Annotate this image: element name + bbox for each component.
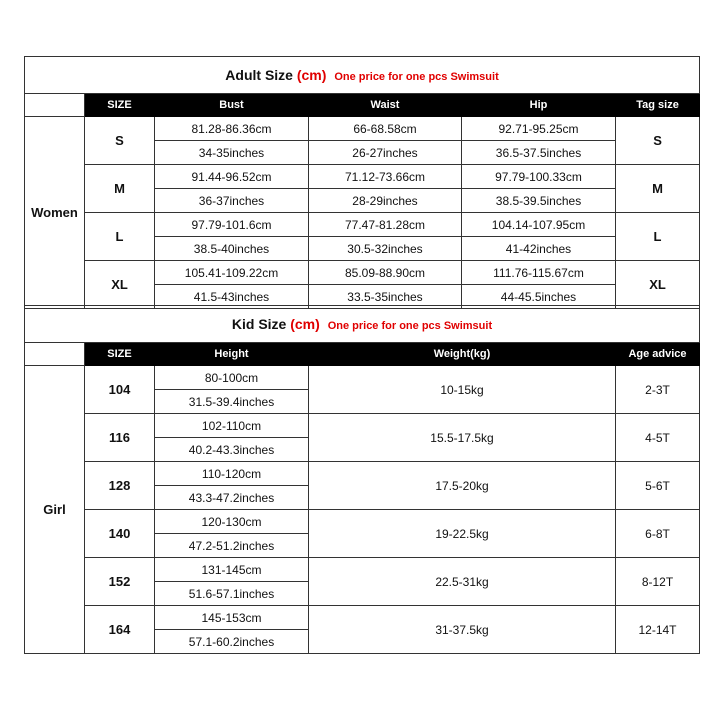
adult-size-cell: M <box>85 165 155 213</box>
kid-size-cell: 104 <box>85 366 155 414</box>
adult-tag-cell: M <box>616 165 700 213</box>
kid-title <box>25 306 700 343</box>
adult-inch-value: 36.5-37.5inches <box>462 141 616 165</box>
adult-inch-value: 28-29inches <box>309 189 462 213</box>
adult-tag-cell: XL <box>616 261 700 309</box>
kid-age: 12-14T <box>616 606 700 654</box>
adult-row-cm <box>25 261 700 285</box>
adult-cm-value: 66-68.58cm <box>309 117 462 141</box>
kid-title-unit: (cm) <box>290 316 320 332</box>
adult-inch-value: 41-42inches <box>462 237 616 261</box>
kid-header-row <box>25 343 700 366</box>
adult-inch-value: 38.5-40inches <box>155 237 309 261</box>
adult-header-tag: Tag size <box>616 94 700 117</box>
adult-header-blank <box>25 94 85 117</box>
adult-header-size: SIZE <box>85 94 155 117</box>
kid-age: 6-8T <box>616 510 700 558</box>
adult-inch-value: 41.5-43inches <box>155 285 309 309</box>
kid-title-main: Kid Size <box>231 316 287 332</box>
adult-row-cm <box>25 213 700 237</box>
adult-size-table <box>24 56 700 309</box>
adult-cm-value: 104.14-107.95cm <box>462 213 616 237</box>
adult-group-label: Women <box>25 117 85 309</box>
adult-inch-value: 44-45.5inches <box>462 285 616 309</box>
kid-table-body <box>25 366 700 654</box>
kid-size-cell: 164 <box>85 606 155 654</box>
adult-cm-value: 111.76-115.67cm <box>462 261 616 285</box>
kid-weight: 17.5-20kg <box>309 462 616 510</box>
adult-inch-value: 30.5-32inches <box>309 237 462 261</box>
adult-size-cell: S <box>85 117 155 165</box>
kid-row-cm <box>25 366 700 390</box>
kid-age: 4-5T <box>616 414 700 462</box>
adult-cm-value: 97.79-101.6cm <box>155 213 309 237</box>
adult-title-main: Adult Size <box>225 67 293 83</box>
kid-height-cm: 145-153cm <box>155 606 309 630</box>
adult-header-waist: Waist <box>309 94 462 117</box>
adult-title-unit: (cm) <box>296 67 327 83</box>
kid-height-inches: 51.6-57.1inches <box>155 582 309 606</box>
kid-weight: 15.5-17.5kg <box>309 414 616 462</box>
adult-inch-value: 33.5-35inches <box>309 285 462 309</box>
kid-row-cm <box>25 510 700 534</box>
kid-title-row <box>25 306 700 343</box>
adult-cm-value: 91.44-96.52cm <box>155 165 309 189</box>
adult-cm-value: 97.79-100.33cm <box>462 165 616 189</box>
kid-group-label: Girl <box>25 366 85 654</box>
adult-cm-value: 92.71-95.25cm <box>462 117 616 141</box>
adult-size-cell: L <box>85 213 155 261</box>
adult-inch-value: 34-35inches <box>155 141 309 165</box>
kid-height-inches: 31.5-39.4inches <box>155 390 309 414</box>
kid-row-cm <box>25 414 700 438</box>
adult-table-body <box>25 117 700 309</box>
adult-header-row <box>25 94 700 117</box>
kid-title-note: One price for one pcs Swimsuit <box>327 320 493 332</box>
adult-row-cm <box>25 117 700 141</box>
kid-height-inches: 57.1-60.2inches <box>155 630 309 654</box>
adult-tag-cell: S <box>616 117 700 165</box>
kid-height-inches: 40.2-43.3inches <box>155 438 309 462</box>
adult-cm-value: 85.09-88.90cm <box>309 261 462 285</box>
kid-row-cm <box>25 606 700 630</box>
adult-inch-value: 38.5-39.5inches <box>462 189 616 213</box>
kid-weight: 10-15kg <box>309 366 616 414</box>
kid-header-blank <box>25 343 85 366</box>
adult-title-row <box>25 57 700 94</box>
adult-header-bust: Bust <box>155 94 309 117</box>
adult-tag-cell: L <box>616 213 700 261</box>
kid-height-inches: 43.3-47.2inches <box>155 486 309 510</box>
kid-size-table <box>24 305 700 654</box>
kid-height-cm: 110-120cm <box>155 462 309 486</box>
kid-header-size: SIZE <box>85 343 155 366</box>
adult-cm-value: 77.47-81.28cm <box>309 213 462 237</box>
adult-inch-value: 36-37inches <box>155 189 309 213</box>
adult-cm-value: 105.41-109.22cm <box>155 261 309 285</box>
adult-size-cell: XL <box>85 261 155 309</box>
adult-title-note: One price for one pcs Swimsuit <box>334 71 499 83</box>
kid-weight: 22.5-31kg <box>309 558 616 606</box>
kid-header-age: Age advice <box>616 343 700 366</box>
kid-age: 2-3T <box>616 366 700 414</box>
kid-row-cm <box>25 558 700 582</box>
kid-weight: 31-37.5kg <box>309 606 616 654</box>
kid-age: 5-6T <box>616 462 700 510</box>
kid-header-height: Height <box>155 343 309 366</box>
adult-title <box>25 57 700 94</box>
kid-height-cm: 102-110cm <box>155 414 309 438</box>
kid-height-cm: 80-100cm <box>155 366 309 390</box>
kid-age: 8-12T <box>616 558 700 606</box>
kid-size-cell: 116 <box>85 414 155 462</box>
adult-cm-value: 81.28-86.36cm <box>155 117 309 141</box>
kid-header-weight: Weight(kg) <box>309 343 616 366</box>
kid-height-cm: 131-145cm <box>155 558 309 582</box>
kid-weight: 19-22.5kg <box>309 510 616 558</box>
kid-size-cell: 152 <box>85 558 155 606</box>
kid-size-cell: 128 <box>85 462 155 510</box>
kid-height-cm: 120-130cm <box>155 510 309 534</box>
adult-header-hip: Hip <box>462 94 616 117</box>
adult-cm-value: 71.12-73.66cm <box>309 165 462 189</box>
adult-row-cm <box>25 165 700 189</box>
adult-inch-value: 26-27inches <box>309 141 462 165</box>
kid-height-inches: 47.2-51.2inches <box>155 534 309 558</box>
kid-row-cm <box>25 462 700 486</box>
kid-size-cell: 140 <box>85 510 155 558</box>
